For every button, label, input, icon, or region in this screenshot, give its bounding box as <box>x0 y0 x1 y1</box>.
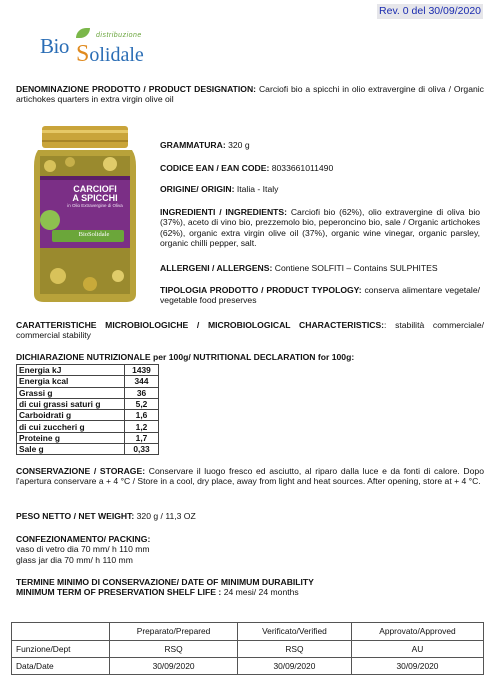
origin-line: ORIGINE/ ORIGIN: Italia - Italy <box>160 184 279 194</box>
shelf-life-block: TERMINE MINIMO DI CONSERVAZIONE/ DATE OF MINIMUM DURABILITY MINIMUM TERM OF PRESERVATION SHELF LIFE : 24 mesi/ 24 months <box>16 577 314 598</box>
nutrition-row <box>17 410 159 421</box>
packing-block: CONFEZIONAMENTO/ PACKING: vaso di vetro dia 70 mm/ h 110 mm glass jar dia 70 mm/ h 110 mm <box>16 534 151 565</box>
signoff-cell: RSQ <box>237 641 351 658</box>
nutrient-name: di cui zuccheri g <box>17 421 125 432</box>
product-jar-image <box>30 126 140 304</box>
signoff-header-row <box>12 623 484 641</box>
signoff-row <box>12 641 484 658</box>
signoff-header-cell: Verificato/Verified <box>237 623 351 641</box>
nutrition-row <box>17 376 159 387</box>
product-designation: DENOMINAZIONE PRODOTTO / PRODUCT DESIGNATION: Carciofi bio a spicchi in olio extravergine di oliva / Organic artichokes quarters in extra virgin olive oil <box>16 84 484 105</box>
allergens-line: ALLERGENI / ALLERGENS: Contiene SOLFITI – Contains SULPHITES <box>160 263 438 273</box>
signoff-row-label: Data/Date <box>12 658 110 675</box>
nutrient-value: 5,2 <box>125 398 159 409</box>
nutrient-value: 1,7 <box>125 432 159 443</box>
nutrient-value: 1439 <box>125 365 159 376</box>
nutrition-table <box>16 364 159 455</box>
signoff-cell: RSQ <box>110 641 238 658</box>
nutrient-value: 36 <box>125 387 159 398</box>
signoff-table <box>11 622 484 675</box>
signoff-cell: 30/09/2020 <box>351 658 483 675</box>
nutrient-value: 0,33 <box>125 444 159 455</box>
logo-distribuzione: distribuzione <box>96 32 142 39</box>
typology-block: TIPOLOGIA PRODOTTO / PRODUCT TYPOLOGY: conserva alimentare vegetale/ vegetable food preserves <box>160 285 480 306</box>
signoff-header-cell: Approvato/Approved <box>351 623 483 641</box>
nutrient-value: 1,6 <box>125 410 159 421</box>
nutrition-row <box>17 421 159 432</box>
signoff-header-cell <box>12 623 110 641</box>
signoff-row-label: Funzione/Dept <box>12 641 110 658</box>
jar-label-text: CARCIOFI A SPICCHI in Olio Extravergine di Oliva <box>67 184 123 208</box>
logo-solidale: Solidale <box>76 41 144 67</box>
nutrient-value: 1,2 <box>125 421 159 432</box>
nutrition-row <box>17 398 159 409</box>
nutrition-row <box>17 365 159 376</box>
logo-bio: Bio <box>40 34 69 58</box>
nutrient-name: Grassi g <box>17 387 125 398</box>
nutrient-name: Energia kcal <box>17 376 125 387</box>
leaf-icon <box>76 28 90 38</box>
nutrient-name: Energia kJ <box>17 365 125 376</box>
microbiological-block: CARATTERISTICHE MICROBIOLOGICHE / MICROBIOLOGICAL CHARACTERISTICS:: stabilità commerciale/ commercial stability <box>16 320 484 341</box>
signoff-cell: 30/09/2020 <box>237 658 351 675</box>
biosolidale-logo <box>36 28 166 72</box>
ingredients-block: INGREDIENTI / INGREDIENTS: Carciofi bio (62%), olio extravergine di oliva bio (37%), aceto di vino bio, prezzemolo bio, peperoncino bio, sale / Organic artichokes (62%), organic extra virgin olive oil (37%), organic wine vinegar, organic parsley, organic chilli pepper, salt. <box>160 207 481 249</box>
nutrition-row <box>17 387 159 398</box>
nutrient-name: Sale g <box>17 444 125 455</box>
net-weight-line: PESO NETTO / NET WEIGHT: 320 g / 11,3 OZ <box>16 511 196 521</box>
signoff-header-cell: Preparato/Prepared <box>110 623 238 641</box>
nutrient-value: 344 <box>125 376 159 387</box>
revision-label: Rev. 0 del 30/09/2020 <box>379 5 481 17</box>
nutrition-row <box>17 432 159 443</box>
nutrient-name: di cui grassi saturi g <box>17 398 125 409</box>
nutrient-name: Carboidrati g <box>17 410 125 421</box>
nutrient-name: Proteine g <box>17 432 125 443</box>
ean-line: CODICE EAN / EAN CODE: 8033661011490 <box>160 163 334 173</box>
jar-brand-text: BioSolidale <box>78 231 110 238</box>
signoff-cell: 30/09/2020 <box>110 658 238 675</box>
signoff-cell: AU <box>351 641 483 658</box>
nutrition-heading: DICHIARAZIONE NUTRIZIONALE per 100g/ NUTRITIONAL DECLARATION for 100g: <box>16 352 355 362</box>
signoff-row <box>12 658 484 675</box>
weight-line: GRAMMATURA: 320 g <box>160 140 250 150</box>
storage-block: CONSERVAZIONE / STORAGE: Conservare il luogo fresco ed asciutto, al riparo dalla luce e da fonti di calore. Dopo l'apertura conservare a + 4 °C / Store in a cool, dry place, away from light and heat sources. After opening, store at + 4 °C. <box>16 466 484 487</box>
nutrition-row <box>17 444 159 455</box>
